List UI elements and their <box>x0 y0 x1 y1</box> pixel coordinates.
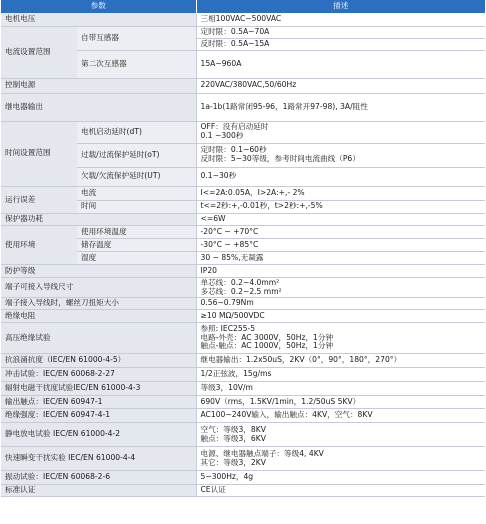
param-cell: 电机电压 <box>1 13 196 26</box>
param-cell: 时间设置范围 <box>1 121 77 187</box>
value-line: 5~300Hz，4g <box>200 472 254 482</box>
value-line: 15A~960A <box>200 58 242 68</box>
value-cell <box>196 354 485 368</box>
spec-row <box>1 226 485 239</box>
subparam-cell: 储存温度 <box>77 239 196 252</box>
param-cell: 振动试验：IEC/EN 60068-2-6 <box>1 471 196 485</box>
spec-row <box>1 13 485 26</box>
value-line: 三相100VAC~500VAC <box>200 13 282 23</box>
value-cell <box>196 368 485 382</box>
subparam-cell: 时间 <box>77 200 196 214</box>
param-cell: 端子可接入导线尺寸 <box>1 278 196 298</box>
value-line: IP20 <box>200 265 217 275</box>
spec-body <box>1 13 485 497</box>
subparam-cell: 第二次互感器 <box>77 50 196 78</box>
value-line: AC100~240V输入，输出触点：4KV，空气：8KV <box>200 410 373 420</box>
spec-row <box>1 447 485 471</box>
value-cell <box>196 298 485 310</box>
value-cell <box>196 278 485 298</box>
spec-row <box>1 298 485 310</box>
value-cell <box>196 447 485 471</box>
value-line: 其它：等级3，2KV <box>200 457 266 467</box>
value-cell <box>196 200 485 214</box>
param-cell: 抗浪涌抗度（IEC/EN 61000-4-5） <box>1 354 196 368</box>
value-line: 反时限：0.5A~15A <box>200 38 270 48</box>
value-cell <box>196 396 485 409</box>
value-line: CE认证 <box>200 485 226 495</box>
subparam-cell: 使用环境温度 <box>77 226 196 239</box>
spec-row <box>1 396 485 409</box>
param-cell: 静电放电试验 IEC/EN 61000-4-2 <box>1 423 196 447</box>
value-line: I<=2A:0.05A，I>2A:+,- 2% <box>200 187 305 197</box>
spec-row <box>1 265 485 278</box>
param-cell: 控制电源 <box>1 78 196 93</box>
value-line: OFF：没有启动延时 <box>200 122 269 132</box>
param-cell: 绝缘强度：IEC/EN 60947-4-1 <box>1 409 196 423</box>
param-cell: 输出触点：IEC/EN 60947-1 <box>1 396 196 409</box>
spec-table <box>1 0 485 497</box>
param-cell: 保护器功耗 <box>1 214 196 226</box>
value-line: 单芯线：0.2~4.0mm² <box>200 277 280 287</box>
value-line: 反时限：5~30等级，参考时间电流曲线（P6） <box>200 154 360 163</box>
param-cell: 冲击试验：IEC/EN 60068-2-27 <box>1 368 196 382</box>
value-line: 0.1~30秒 <box>200 171 237 181</box>
spec-row <box>1 354 485 368</box>
param-cell: 端子接入导线时，螺丝刀扭矩大小 <box>1 298 196 310</box>
subparam-cell: 过载/过流保护延时(oT) <box>77 143 196 167</box>
spec-row <box>1 214 485 226</box>
value-cell <box>196 38 485 50</box>
value-cell <box>196 409 485 423</box>
header-row <box>1 0 485 13</box>
value-cell <box>196 121 485 143</box>
spec-row <box>1 278 485 298</box>
spec-row <box>1 382 485 396</box>
value-cell <box>196 485 485 497</box>
spec-row <box>1 485 485 497</box>
subparam-cell: 电机启动延时(dT) <box>77 121 196 143</box>
value-cell <box>196 214 485 226</box>
value-cell <box>196 471 485 485</box>
param-cell: 标准认证 <box>1 485 196 497</box>
value-cell <box>196 13 485 26</box>
spec-row <box>1 323 485 354</box>
value-line: 1a-1b(1路常闭95-96，1路常开97-98), 3A/阻性 <box>200 101 368 111</box>
value-cell <box>196 143 485 167</box>
spec-row <box>1 187 485 201</box>
param-cell: 电流设置范围 <box>1 26 77 78</box>
spec-sheet <box>1 0 485 497</box>
value-line: 电源、继电器触点端子：等级4, 4KV <box>200 448 324 458</box>
value-line: 690V（rms，1.5KV/1min，1.2/50uS 5KV） <box>200 396 361 406</box>
spec-row <box>1 471 485 485</box>
value-line: 继电器输出：1.2x50uS，2KV（0°，90°，180°，270°） <box>200 355 402 365</box>
spec-row <box>1 423 485 447</box>
spec-row <box>1 368 485 382</box>
param-cell: 快速瞬变干扰实验 IEC/EN 61000-4-4 <box>1 447 196 471</box>
value-line: 220VAC/380VAC,50/60Hz <box>200 80 297 90</box>
value-line: 30 ~ 85%,无凝露 <box>200 252 264 262</box>
subparam-cell: 电流 <box>77 187 196 201</box>
subparam-cell: 欠载/欠流保护延时(UT) <box>77 167 196 187</box>
value-cell <box>196 423 485 447</box>
value-line: <=6W <box>200 214 226 224</box>
value-line: 0.56~0.79Nm <box>200 298 254 308</box>
value-cell <box>196 323 485 354</box>
value-line: 多芯线：0.2~2.5 mm² <box>200 286 282 296</box>
value-cell <box>196 382 485 396</box>
value-cell <box>196 26 485 38</box>
value-line: 1/2正弦波，15g/ms <box>200 369 272 379</box>
value-line: t<=2秒:+,-0.01秒，t>2秒:+,-5% <box>200 201 323 211</box>
header-desc: 描述 <box>196 0 485 13</box>
value-line: 0.1 ~300秒 <box>200 131 244 140</box>
value-line: 触点：等级3，6KV <box>200 433 266 443</box>
spec-row <box>1 93 485 121</box>
value-cell <box>196 226 485 239</box>
value-cell <box>196 265 485 278</box>
value-line: 电路-外壳：AC 3000V，50Hz，1分钟 <box>200 332 334 342</box>
value-cell <box>196 187 485 201</box>
param-cell: 高压绝缘试验 <box>1 323 196 354</box>
value-line: 触点-触点：AC 1000V，50Hz，1分钟 <box>200 341 334 351</box>
subparam-cell: 湿度 <box>77 252 196 265</box>
value-line: ≥10 MΩ/500VDC <box>200 310 265 320</box>
value-cell <box>196 50 485 78</box>
value-cell <box>196 239 485 252</box>
value-cell <box>196 78 485 93</box>
spec-row <box>1 78 485 93</box>
param-cell: 运行误差 <box>1 187 77 214</box>
spec-row <box>1 121 485 143</box>
spec-row <box>1 310 485 323</box>
param-cell: 绝缘电阻 <box>1 310 196 323</box>
value-line: 定时限：0.5A~70A <box>200 26 270 36</box>
spec-row <box>1 409 485 423</box>
spec-row <box>1 26 485 38</box>
subparam-cell: 自带互感器 <box>77 26 196 50</box>
value-line: 参照: IEC255-5 <box>200 324 256 334</box>
param-cell: 使用环境 <box>1 226 77 265</box>
param-cell: 继电器输出 <box>1 93 196 121</box>
header-param: 参数 <box>1 0 196 13</box>
value-cell <box>196 310 485 323</box>
value-cell <box>196 252 485 265</box>
param-cell: 辐射电磁干扰度试验IEC/EN 61000-4-3 <box>1 382 196 396</box>
value-cell <box>196 93 485 121</box>
value-line: 定时限：0.1~60秒 <box>200 145 267 155</box>
value-line: -30°C ~ +85°C <box>200 239 259 249</box>
value-line: -20°C ~ +70°C <box>200 226 259 236</box>
value-line: 空气：等级3，8KV <box>200 424 266 434</box>
param-cell: 防护等级 <box>1 265 196 278</box>
value-cell <box>196 167 485 187</box>
value-line: 等级3，10V/m <box>200 383 253 393</box>
